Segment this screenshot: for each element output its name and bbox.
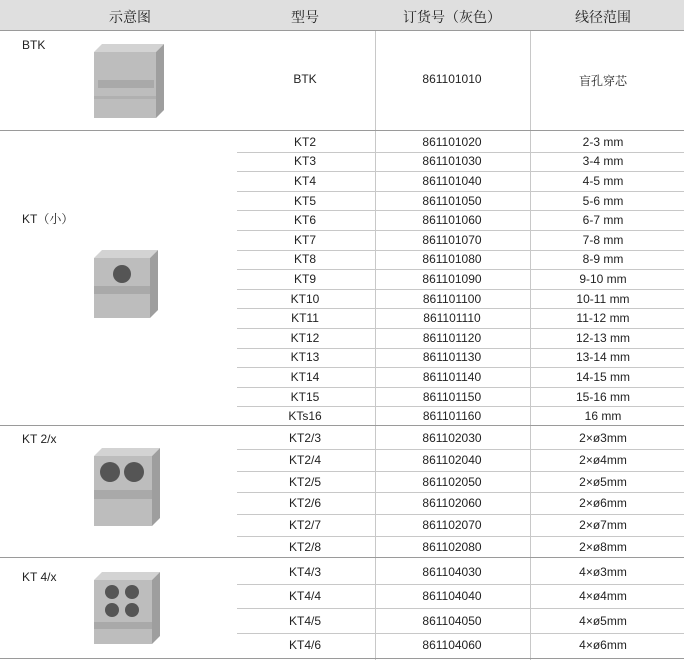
cell-model: BTK [293,72,317,86]
cell-range: 15-16 mm [575,389,631,404]
cell-order-no: 861104040 [422,589,482,604]
cell-order-no: 861101120 [422,330,482,345]
header-cable-range: 线径范围 [575,9,631,25]
cell-model: KT10 [290,291,320,306]
cell-range: 4×ø6mm [579,637,627,652]
cell-model: KT5 [293,193,317,208]
cell-order-no: 861102070 [422,518,482,533]
cell-model: KT4/6 [288,637,322,652]
group-divider [0,130,684,131]
group-divider [0,658,684,659]
cell-range: 2-3 mm [582,134,624,149]
divider [530,30,531,130]
group-divider [0,557,684,558]
cell-order-no: 861101080 [422,252,482,267]
row-divider [237,269,684,270]
kt-small-block-image [92,248,162,320]
cell-model: KT2/6 [288,496,322,511]
cell-order-no: 861101010 [422,72,482,86]
row-divider [237,210,684,211]
row-divider [237,367,684,368]
cell-range: 4×ø4mm [579,589,627,604]
cell-model: KT4/4 [288,589,322,604]
cell-model: KT2 [293,134,317,149]
cell-range: 16 mm [584,409,622,424]
row-divider [237,608,684,609]
row-divider [237,230,684,231]
header-model: 型号 [291,9,319,25]
cell-range: 11-12 mm [576,311,630,326]
cell-range: 7-8 mm [582,232,624,247]
cell-model: KT14 [290,370,320,384]
cell-model: KT2/8 [288,539,322,554]
cell-order-no: 861101040 [422,174,482,188]
cell-range: 6-7 mm [582,213,624,228]
cell-range: 2×ø4mm [579,452,627,467]
row-divider [237,406,684,407]
row-divider [237,492,684,493]
cell-model: KT3 [293,154,317,169]
kt-4x-block-image [92,570,164,648]
cell-order-no: 861101070 [422,232,482,247]
cell-range: 9-10 mm [579,272,627,286]
row-divider [237,514,684,515]
header-order-no: 订货号（灰色） [403,9,501,25]
row-divider [237,584,684,585]
cell-model: KT15 [290,389,320,404]
row-divider [237,152,684,153]
cell-order-no: 861101140 [422,370,482,384]
cell-range: 12-13 mm [575,330,631,345]
cell-order-no: 861101020 [422,134,482,149]
cell-order-no: 861101100 [422,291,482,306]
cell-order-no: 861101060 [422,213,482,228]
btk-block-image [92,40,167,122]
row-divider [237,536,684,537]
row-divider [237,449,684,450]
cell-model: KTs16 [288,409,322,424]
cell-range: 13-14 mm [575,350,631,365]
cell-range: 4-5 mm [582,174,624,188]
group-divider [0,425,684,426]
cell-order-no: 861102030 [422,430,482,445]
row-divider [237,633,684,634]
cell-model: KT7 [293,232,317,247]
cell-range: 2×ø6mm [579,496,627,511]
cell-range: 2×ø8mm [579,539,627,554]
cell-range: 5-6 mm [582,193,624,208]
header-diagram: 示意图 [109,9,151,25]
cell-model: KT4/5 [288,613,322,628]
group-label-kt-small: KT（小） [22,212,74,226]
cell-range: 8-9 mm [582,252,624,267]
row-divider [237,308,684,309]
cell-model: KT4/3 [288,565,322,580]
cell-range: 2×ø5mm [579,474,627,489]
cell-order-no: 861104050 [422,613,482,628]
cell-range: 盲孔穿芯 [578,74,628,88]
group-label-btk: BTK [22,38,46,52]
cell-model: KT8 [293,252,317,267]
cell-model: KT12 [290,330,320,345]
row-divider [237,289,684,290]
group-label-kt-2x: KT 2/x [22,432,57,446]
cell-model: KT6 [293,213,317,228]
cell-range: 10-11 mm [576,291,630,306]
cell-order-no: 861102050 [422,474,482,489]
row-divider [237,348,684,349]
kt-2x-block-image [92,446,164,530]
cell-order-no: 861102060 [422,496,482,511]
cell-range: 4×ø5mm [579,613,627,628]
row-divider [237,387,684,388]
cell-model: KT2/5 [288,474,322,489]
cell-range: 2×ø7mm [579,518,627,533]
cell-model: KT4 [293,174,317,188]
row-divider [237,171,684,172]
row-divider [237,250,684,251]
cell-order-no: 861101110 [423,311,481,326]
cell-model: KT2/4 [288,452,322,467]
cell-model: KT2/7 [288,518,322,533]
cell-order-no: 861101130 [422,350,482,365]
group-label-kt-4x: KT 4/x [22,570,57,584]
row-divider [237,471,684,472]
group-divider [0,30,684,31]
cell-model: KT13 [290,350,320,365]
divider [375,30,376,130]
row-divider [237,191,684,192]
cell-order-no: 861104030 [422,565,482,580]
cell-range: 2×ø3mm [579,430,627,445]
cell-order-no: 861101160 [422,409,482,424]
cell-range: 14-15 mm [575,370,631,384]
table-header [0,0,684,30]
row-divider [237,328,684,329]
cell-order-no: 861101090 [422,272,482,286]
cell-range: 4×ø3mm [579,565,627,580]
cell-model: KT11 [291,311,319,326]
cell-order-no: 861101150 [422,389,482,404]
cell-range: 3-4 mm [582,154,624,169]
cell-order-no: 861102080 [422,539,482,554]
cell-order-no: 861104060 [422,637,482,652]
cell-order-no: 861102040 [422,452,482,467]
cell-model: KT2/3 [288,430,322,445]
cell-order-no: 861101030 [422,154,482,169]
cell-order-no: 861101050 [422,193,482,208]
cell-model: KT9 [293,272,317,286]
